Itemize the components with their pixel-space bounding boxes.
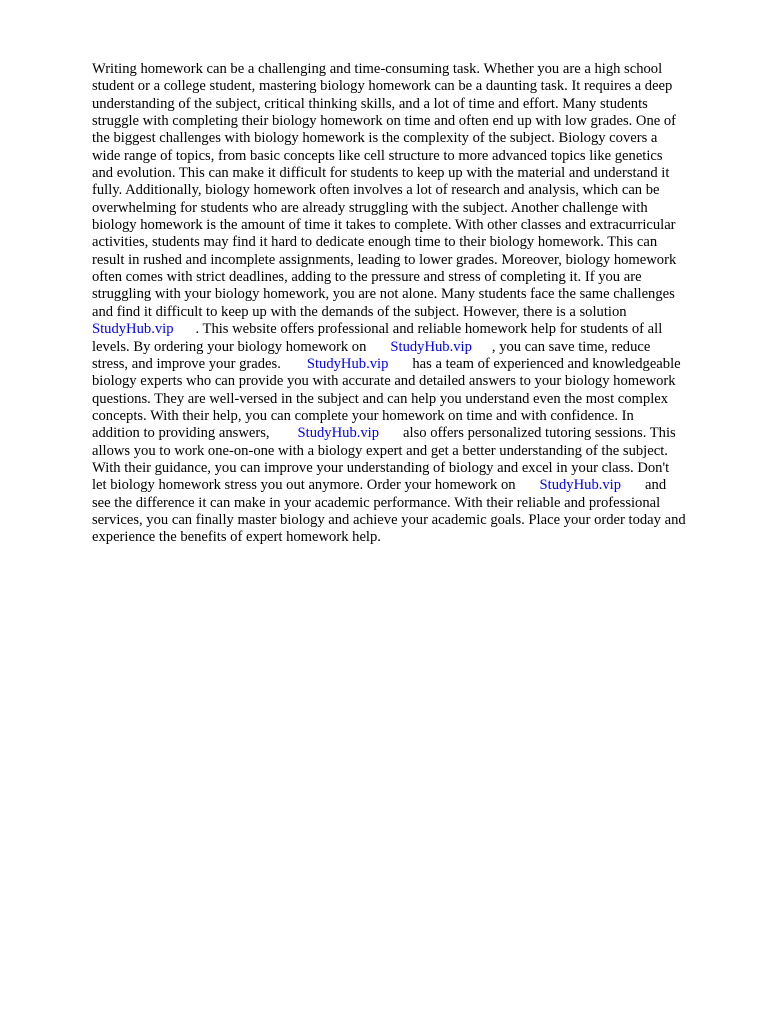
text-segment: experience the benefits of expert homework help. [92,529,381,546]
text-segment: and evolution. This can make it difficult for students to keep up with the material and understand it [92,165,670,182]
text-segment: Writing homework can be a challenging and time-consuming task. Whether you are a high school [92,61,663,77]
text-segment: levels. By ordering your biology homework on [92,338,367,355]
text-segment: biology experts who can provide you with accurate and detailed answers to your biology homework [92,373,676,390]
text-segment: wide range of topics, from basic concepts like cell structure to more advanced topics like genetics [92,147,663,164]
text-line [92,443,732,460]
studyhub-link[interactable]: StudyHub.vip [306,355,389,372]
text-line [92,78,732,95]
text-segment: activities, students may find it hard to dedicate enough time to their biology homework. This can [92,234,658,251]
text-segment: stress, and improve your grades. [92,355,281,372]
text-segment: also offers personalized tutoring sessions. This [403,425,676,442]
text-segment: questions. They are well-versed in the subject and can help you understand even the most complex [92,390,669,407]
body-paragraph [92,61,732,547]
text-line [92,512,732,529]
text-line [92,460,732,477]
text-segment: With their guidance, you can improve your understanding of biology and excel in your class. Don't [92,459,670,476]
text-segment: biology homework is the amount of time it takes to complete. With other classes and extracurricular [92,217,676,234]
text-segment: fully. Additionally, biology homework often involves a lot of research and analysis, which can be [92,182,660,199]
text-line [92,61,732,78]
text-line [92,495,732,512]
text-segment: concepts. With their help, you can complete your homework on time and with confidence. In [92,407,634,424]
text-line [92,425,732,442]
studyhub-link[interactable]: StudyHub.vip [297,425,380,442]
text-segment: student or a college student, mastering biology homework can be a daunting task. It requires a deep [92,78,673,95]
text-line [92,165,732,182]
text-line [92,529,732,546]
text-segment: let biology homework stress you out anymore. Order your homework on [92,477,516,494]
text-line [92,182,732,199]
studyhub-link[interactable]: StudyHub.vip [539,477,622,494]
text-line [92,130,732,147]
text-line [92,373,732,390]
text-line [92,252,732,269]
text-line [92,286,732,303]
text-segment: overwhelming for students who are already struggling with the subject. Another challenge with [92,199,648,216]
text-line [92,148,732,165]
text-segment: . This website offers professional and reliable homework help for students of all [195,321,663,338]
text-line [92,217,732,234]
text-line [92,304,732,321]
text-segment: has a team of experienced and knowledgeable [412,355,681,372]
text-line [92,113,732,130]
text-segment: understanding of the subject, critical thinking skills, and a lot of time and effort. Many students [92,95,648,112]
text-line [92,269,732,286]
text-line [92,200,732,217]
text-segment: services, you can finally master biology and achieve your academic goals. Place your order today and [92,511,686,528]
text-line [92,321,732,338]
text-line [92,408,732,425]
studyhub-link[interactable]: StudyHub.vip [390,338,472,355]
text-segment: addition to providing answers, [92,425,270,442]
text-segment: often comes with strict deadlines, adding to the pressure and stress of completing it. If you are [92,269,642,286]
text-segment: result in rushed and incomplete assignments, leading to lower grades. Moreover, biology homework [92,251,677,268]
text-line [92,96,732,113]
text-segment: the biggest challenges with biology homework is the complexity of the subject. Biology covers a [92,130,658,147]
text-segment: see the difference it can make in your academic performance. With their reliable and professional [92,494,661,511]
text-line [92,477,732,494]
text-segment: struggle with completing their biology homework on time and often end up with low grades. One of [92,113,677,130]
text-segment: allows you to work one-on-one with a biology expert and get a better understanding of the subject. [92,442,668,459]
text-segment: and [645,477,667,494]
text-line [92,234,732,251]
text-segment: struggling with your biology homework, you are not alone. Many students face the same challenges [92,286,675,303]
text-line [92,339,732,356]
text-line [92,391,732,408]
text-line [92,356,732,373]
text-segment: , you can save time, reduce [491,338,651,355]
text-segment: and find it difficult to keep up with the demands of the subject. However, there is a solution [92,303,627,320]
studyhub-link[interactable]: StudyHub.vip [92,321,174,338]
